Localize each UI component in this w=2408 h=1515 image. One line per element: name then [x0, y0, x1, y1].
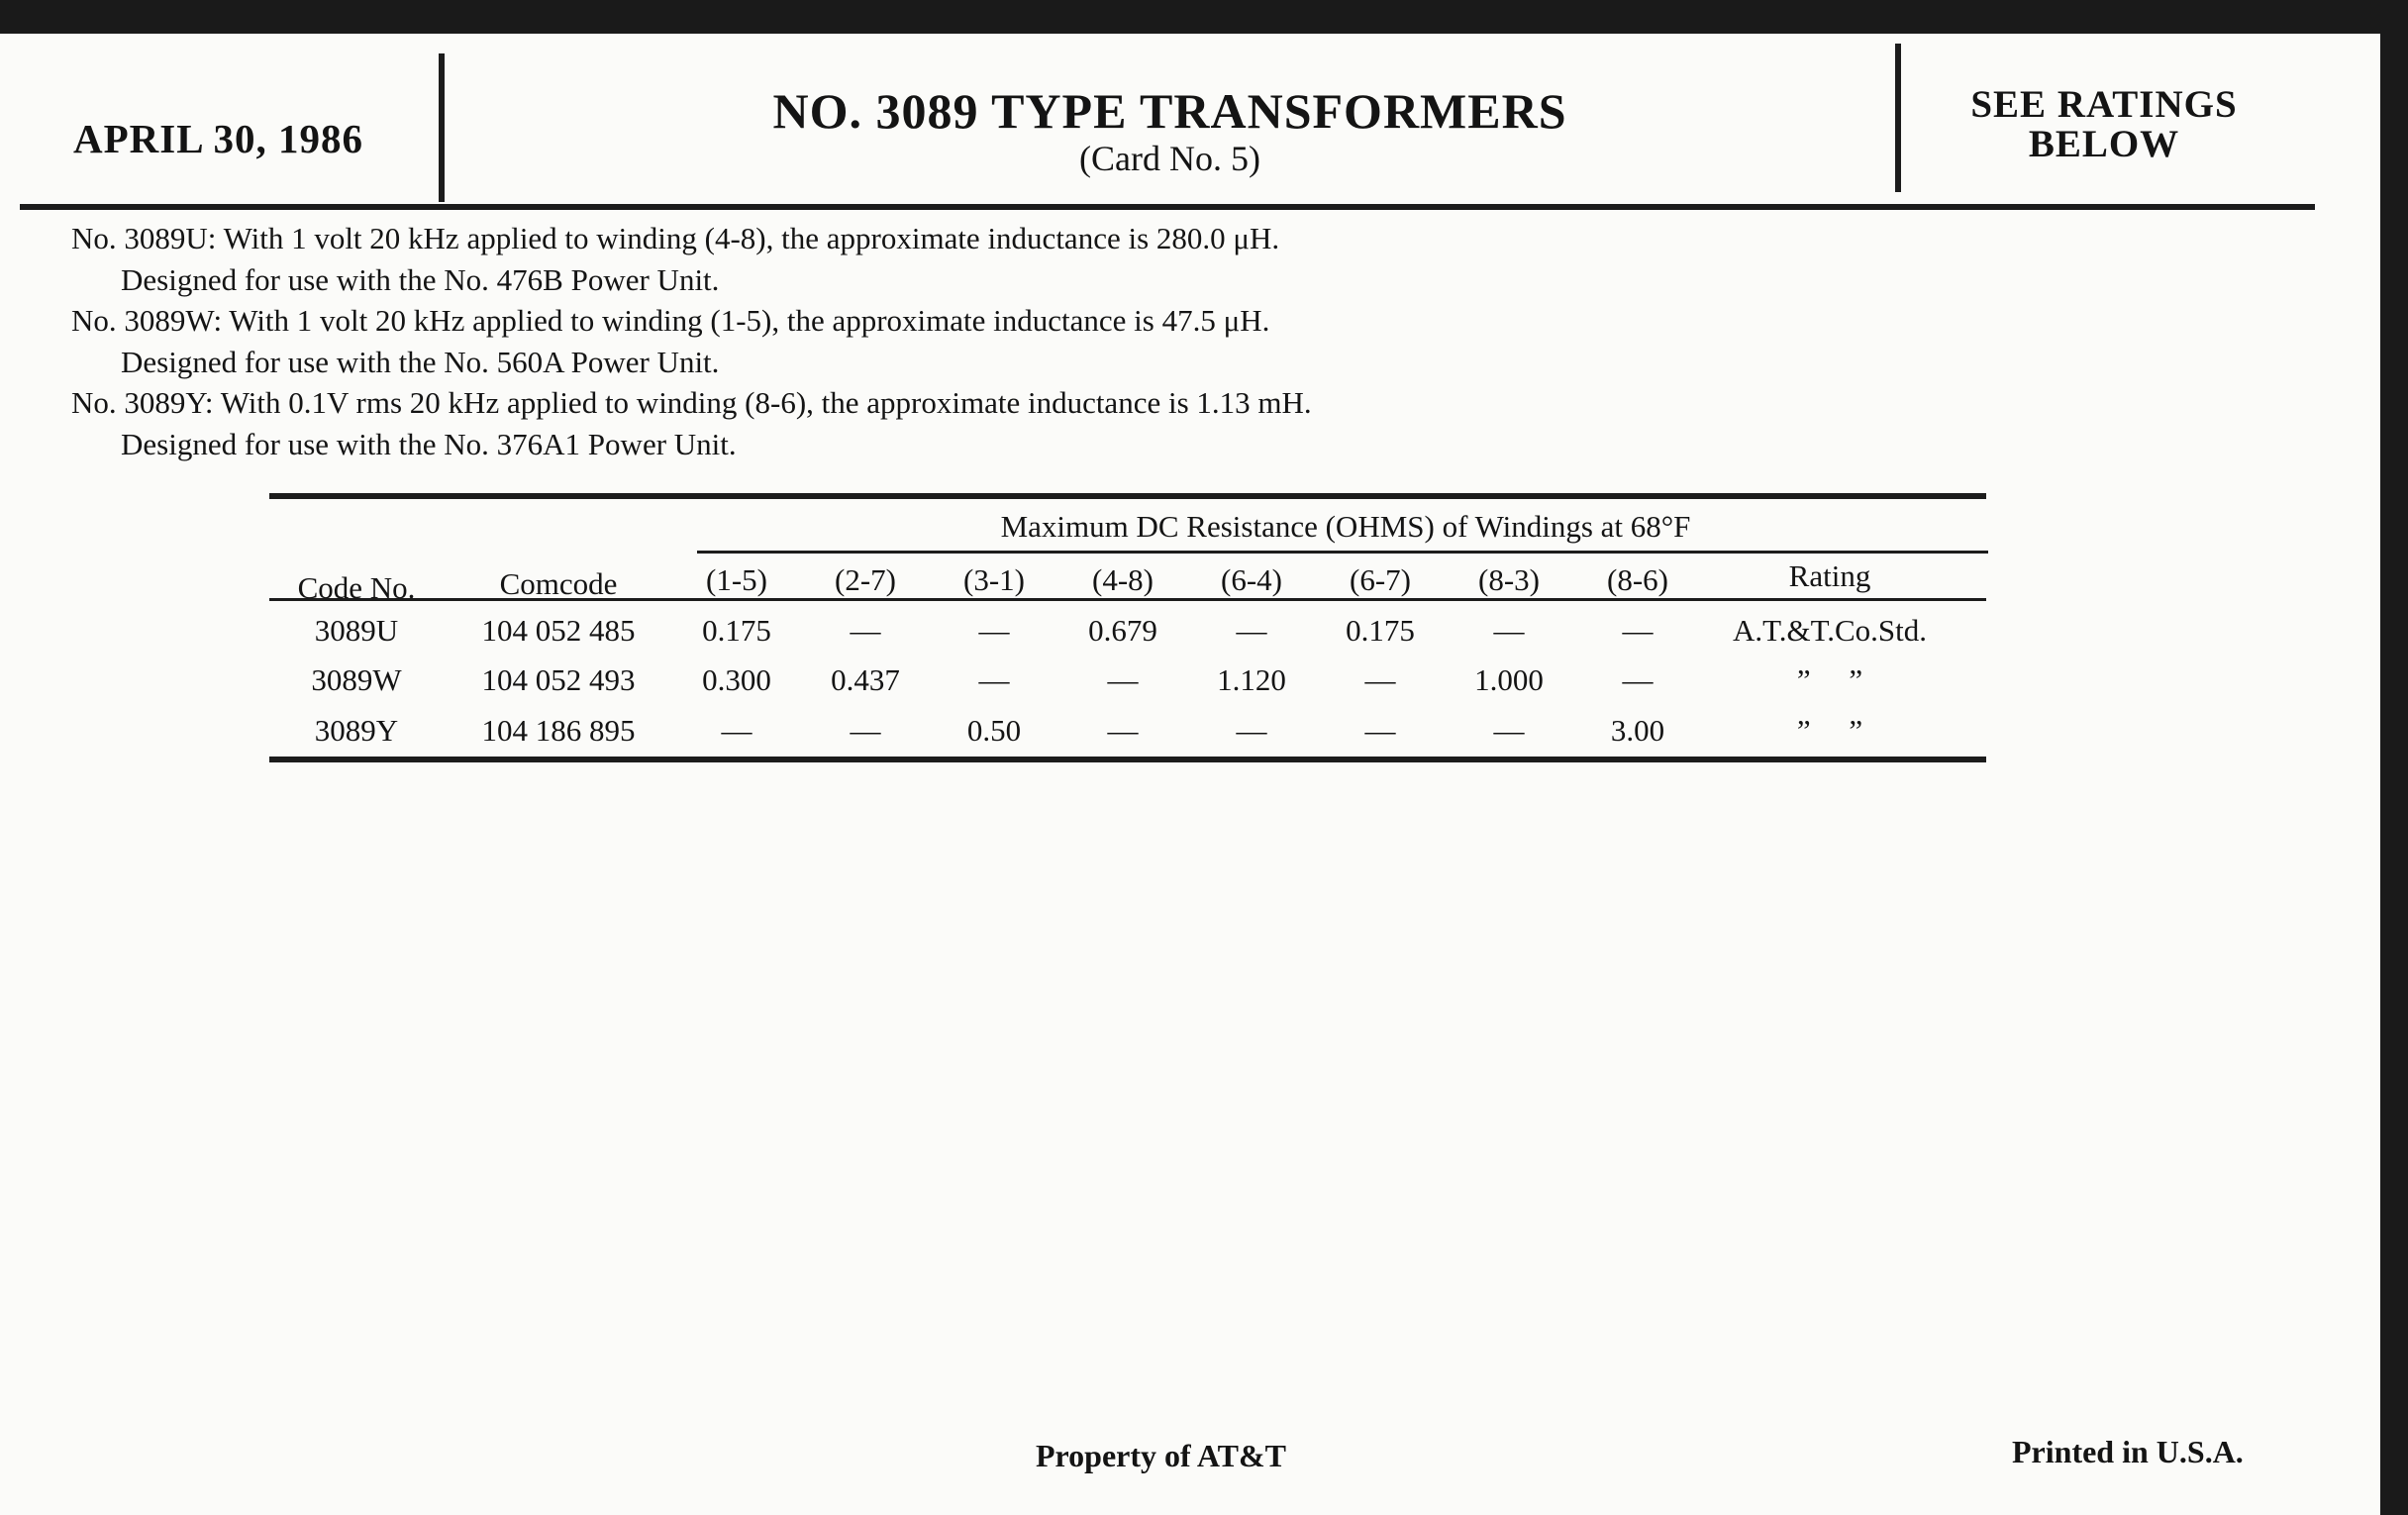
title-block	[445, 83, 1895, 178]
table-top-rule	[269, 493, 1986, 499]
table-cell-w1-5: 0.175	[702, 613, 771, 648]
table-cell-w4-8: 0.679	[1088, 613, 1157, 648]
ratings-line-2: BELOW	[2028, 123, 2180, 165]
footer-printed: Printed in U.S.A.	[2012, 1434, 2244, 1469]
table-cell-w3-1: 0.50	[966, 713, 1022, 748]
table-cell-rating: A.T.&T.Co.Std.	[1732, 613, 1928, 648]
table-cell-w8-3: 1.000	[1474, 662, 1544, 697]
table-cell-w2-7: —	[850, 713, 881, 748]
table-cell-comcode: 104 052 485	[481, 613, 636, 648]
column-header-rating: Rating	[1788, 558, 1871, 593]
table-cell-w8-3: —	[1493, 613, 1525, 648]
ratings-line-1: SEE RATINGS	[1970, 83, 2238, 126]
table-cell-w1-5: 0.300	[702, 662, 771, 697]
table-cell-w6-4: —	[1236, 713, 1267, 748]
card-date: APRIL 30, 1986	[73, 116, 364, 161]
table-bottom-rule	[269, 757, 1986, 762]
table-cell-w8-6: —	[1622, 662, 1654, 697]
column-header-w4-8: (4-8)	[1092, 562, 1154, 597]
column-header-w1-5: (1-5)	[706, 562, 767, 597]
table-cell-w3-1: —	[978, 662, 1010, 697]
table-cell-w8-6: 3.00	[1610, 713, 1665, 748]
table-cell-w1-5: —	[721, 713, 752, 748]
table-cell-code-no: 3089W	[311, 662, 402, 697]
column-header-w6-4: (6-4)	[1221, 562, 1282, 597]
table-cell-w2-7: 0.437	[831, 662, 900, 697]
table-cell-comcode: 104 052 493	[481, 662, 636, 697]
notes-section	[71, 218, 1312, 464]
card-title: NO. 3089 TYPE TRANSFORMERS	[772, 83, 1567, 139]
column-header-w8-6: (8-6)	[1607, 562, 1668, 597]
note-line: No. 3089U: With 1 volt 20 kHz applied to winding (4-8), the approximate inductance is 280.0 μH.	[71, 221, 1280, 255]
column-header-comcode: Comcode	[499, 566, 618, 601]
table-group-header: Maximum DC Resistance (OHMS) of Windings at 68°F	[1000, 509, 1691, 544]
table-cell-w6-4: —	[1236, 613, 1267, 648]
column-header-w3-1: (3-1)	[963, 562, 1025, 597]
table-cell-rating: ” ”	[1796, 713, 1863, 748]
note-detail: Designed for use with the No. 560A Power Unit.	[121, 344, 720, 379]
table-cell-w2-7: —	[850, 613, 881, 648]
column-header-w6-7: (6-7)	[1350, 562, 1411, 597]
table-cell-rating: ” ”	[1796, 662, 1863, 697]
note-line: No. 3089W: With 1 volt 20 kHz applied to winding (1-5), the approximate inductance is 47.5 μH.	[71, 303, 1270, 338]
note-detail: Designed for use with the No. 376A1 Power Unit.	[121, 426, 737, 461]
column-header-w2-7: (2-7)	[835, 562, 896, 597]
note-detail: Designed for use with the No. 476B Power Unit.	[121, 261, 720, 297]
column-header-code-no: Code No.	[297, 570, 416, 605]
column-header-w8-3: (8-3)	[1478, 562, 1540, 597]
footer-property: Property of AT&T	[1036, 1438, 1286, 1473]
header-rule	[20, 204, 2315, 210]
table-cell-code-no: 3089U	[314, 613, 399, 648]
table-cell-w4-8: —	[1107, 713, 1139, 748]
table-cell-w6-7: —	[1364, 713, 1396, 748]
table-cell-w4-8: —	[1107, 662, 1139, 697]
note-line: No. 3089Y: With 0.1V rms 20 kHz applied to winding (8-6), the approximate inductance is 1.13 mH.	[71, 385, 1312, 420]
table-cell-w6-7: —	[1364, 662, 1396, 697]
table-cell-code-no: 3089Y	[314, 713, 399, 748]
card-subtitle: (Card No. 5)	[1079, 139, 1260, 178]
table-cell-w8-3: —	[1493, 713, 1525, 748]
ratings-note	[1901, 85, 2307, 164]
reference-card	[0, 34, 2380, 1515]
group-header-rule	[697, 551, 1988, 554]
table-cell-w8-6: —	[1622, 613, 1654, 648]
table-cell-w6-4: 1.120	[1217, 662, 1286, 697]
table-cell-w6-7: 0.175	[1346, 613, 1415, 648]
table-cell-comcode: 104 186 895	[481, 713, 636, 748]
table-cell-w3-1: —	[978, 613, 1010, 648]
